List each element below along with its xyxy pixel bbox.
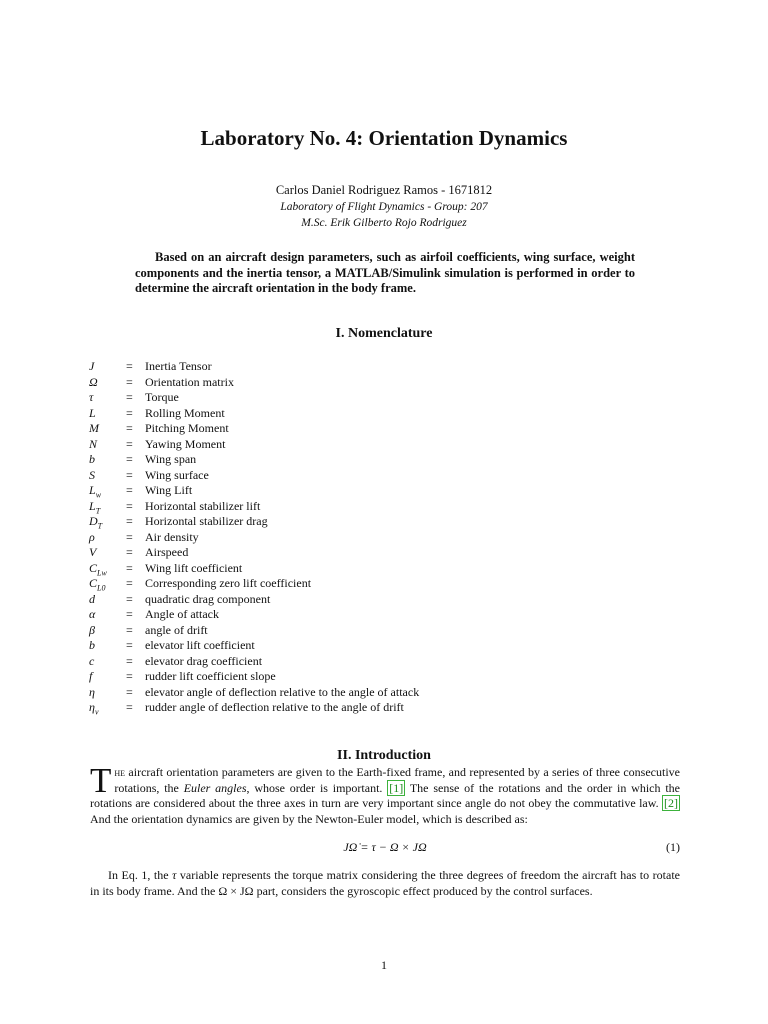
nomenclature-symbol: N bbox=[89, 436, 98, 451]
nomenclature-equals: = bbox=[126, 436, 133, 451]
nomenclature-equals: = bbox=[126, 452, 133, 466]
paper-title: Laboratory No. 4: Orientation Dynamics bbox=[200, 126, 568, 150]
author-line: Carlos Daniel Rodriguez Ramos - 1671812 bbox=[275, 183, 493, 197]
nomenclature-definition: Orientation matrix bbox=[145, 374, 234, 389]
nomenclature-symbol: J bbox=[89, 359, 95, 373]
nomenclature-definition: Wing surface bbox=[145, 467, 209, 482]
nomenclature-symbol: V bbox=[89, 545, 97, 559]
nomenclature-equals: = bbox=[126, 622, 133, 637]
nomenclature-definition: Wing Lift bbox=[145, 483, 193, 497]
nomenclature-symbol: c bbox=[89, 653, 95, 668]
nomenclature-equals: = bbox=[126, 483, 133, 497]
nomenclature-definition: rudder angle of deflection relative to the angle of drift bbox=[145, 700, 404, 714]
nomenclature-definition: Inertia Tensor bbox=[145, 359, 212, 373]
math-symbol: τ bbox=[172, 868, 177, 882]
citation-link[interactable]: [2] bbox=[664, 796, 678, 810]
nomenclature-equals: = bbox=[126, 467, 133, 482]
nomenclature-definition: Air density bbox=[145, 529, 199, 544]
nomenclature-definition: elevator lift coefficient bbox=[145, 638, 255, 652]
nomenclature-symbol: τ bbox=[89, 390, 94, 404]
nomenclature-equals: = bbox=[126, 359, 133, 373]
nomenclature-symbol: $L_T$ bbox=[89, 498, 101, 515]
math-expression: Ω × JΩ bbox=[218, 883, 254, 898]
advisor-line: M.Sc. Erik Gilberto Rojo Rodriguez bbox=[301, 217, 467, 229]
nomenclature-equals: = bbox=[126, 514, 133, 528]
nomenclature-definition: Wing span bbox=[145, 452, 197, 466]
paragraph-text: In Eq. 1, the bbox=[108, 868, 173, 882]
nomenclature-equals: = bbox=[126, 421, 133, 435]
intro-paragraph bbox=[90, 761, 680, 827]
nomenclature-equals: = bbox=[126, 498, 133, 513]
nomenclature-definition: Airspeed bbox=[145, 545, 189, 559]
nomenclature-definition: elevator angle of deflection relative to the angle of attack bbox=[145, 684, 420, 699]
nomenclature-definition: elevator drag coefficient bbox=[145, 653, 263, 668]
nomenclature-symbol: b bbox=[89, 452, 95, 466]
nomenclature-equals: = bbox=[126, 684, 133, 699]
nomenclature-equals: = bbox=[126, 390, 133, 404]
intro-text: And the orientation dynamics are given by the Newton-Euler model, which is described as: bbox=[90, 811, 528, 826]
page-number: 1 bbox=[381, 958, 387, 972]
nomenclature-symbol: $C_{L0}$ bbox=[89, 576, 106, 593]
small-caps-text: he bbox=[114, 765, 126, 779]
nomenclature-symbol: S bbox=[89, 467, 95, 482]
nomenclature-definition: Pitching Moment bbox=[145, 421, 229, 435]
nomenclature-equals: = bbox=[126, 545, 133, 559]
nomenclature-definition: Yawing Moment bbox=[145, 436, 226, 451]
nomenclature-definition: Rolling Moment bbox=[145, 405, 225, 420]
paragraph-text: part, considers the gyroscopic effect produced by the control surfaces. bbox=[253, 883, 593, 898]
paragraph-text: variable represents the torque matrix considering the three degrees of freedom the aircraft has to rotate in its body frame. And the bbox=[90, 868, 680, 898]
nomenclature-equals: = bbox=[126, 560, 133, 575]
nomenclature-symbol: M bbox=[89, 421, 99, 435]
nomenclature-symbol: β bbox=[89, 622, 95, 637]
section-heading-nomenclature: I. Nomenclature bbox=[335, 326, 433, 341]
nomenclature-symbol: b bbox=[89, 638, 95, 652]
nomenclature-definition: Torque bbox=[145, 390, 179, 404]
section-heading-introduction: II. Introduction bbox=[337, 748, 431, 763]
nomenclature-equals: = bbox=[126, 405, 133, 420]
nomenclature-definition: rudder lift coefficient slope bbox=[145, 669, 276, 683]
equation-body: JΩ̇ = τ − Ω × JΩ bbox=[343, 840, 427, 854]
nomenclature-symbol: ρ bbox=[89, 529, 95, 544]
nomenclature-equals: = bbox=[126, 607, 133, 621]
nomenclature-equals: = bbox=[126, 669, 133, 683]
nomenclature-symbol: $L_w$ bbox=[89, 483, 102, 500]
nomenclature-equals: = bbox=[126, 374, 133, 389]
citation-link[interactable]: [1] bbox=[389, 780, 404, 795]
intro-text: , whose order is important. bbox=[246, 780, 388, 795]
nomenclature-symbol: d bbox=[89, 591, 95, 606]
equation-number: (1) bbox=[666, 840, 680, 854]
nomenclature-equals: = bbox=[126, 529, 133, 544]
emphasis-text: Euler angles bbox=[183, 780, 247, 795]
abstract: Based on an aircraft design parameters, such as airfoil coefficients, wing surface, weight components and the inertia tensor, a MATLAB/Simulink simulation is performed in order to determine the aircraft orientation in the body frame. bbox=[135, 250, 635, 295]
nomenclature-symbol: $C_{Lw}$ bbox=[89, 560, 107, 577]
affiliation-line: Laboratory of Flight Dynamics - Group: 207 bbox=[280, 201, 488, 213]
nomenclature-definition: Corresponding zero lift coefficient bbox=[145, 576, 312, 590]
nomenclature-definition: Wing lift coefficient bbox=[145, 560, 243, 575]
intro-text: aircraft orientation parameters are given to the Earth-fixed frame, and represented by a series of three consecutive rotations, the bbox=[114, 765, 680, 795]
nomenclature-definition: quadratic drag component bbox=[145, 591, 271, 606]
nomenclature-equals: = bbox=[126, 576, 133, 590]
nomenclature-equals: = bbox=[126, 638, 133, 652]
nomenclature-definition: angle of drift bbox=[145, 622, 208, 637]
body-paragraph bbox=[90, 868, 680, 899]
drop-cap: T bbox=[90, 761, 112, 800]
nomenclature-symbol: η bbox=[89, 684, 95, 699]
intro-text: The sense of the rotations and the order in which the rotations are considered about the three axes in turn are very important since angle do not obey the commutative law. bbox=[90, 780, 680, 810]
nomenclature-symbol: α bbox=[89, 607, 96, 621]
nomenclature-definition: Angle of attack bbox=[145, 607, 219, 621]
nomenclature-definition: Horizontal stabilizer lift bbox=[145, 498, 261, 513]
nomenclature-symbol: Ω bbox=[89, 374, 98, 389]
nomenclature-definition: Horizontal stabilizer drag bbox=[145, 514, 268, 528]
nomenclature-symbol: $\eta_v$ bbox=[89, 700, 99, 717]
nomenclature-equals: = bbox=[126, 653, 133, 668]
nomenclature-equals: = bbox=[126, 591, 133, 606]
nomenclature-symbol: L bbox=[89, 405, 96, 420]
nomenclature-symbol: f bbox=[89, 669, 93, 683]
nomenclature-equals: = bbox=[126, 700, 133, 714]
nomenclature-symbol: $D_T$ bbox=[89, 514, 103, 531]
